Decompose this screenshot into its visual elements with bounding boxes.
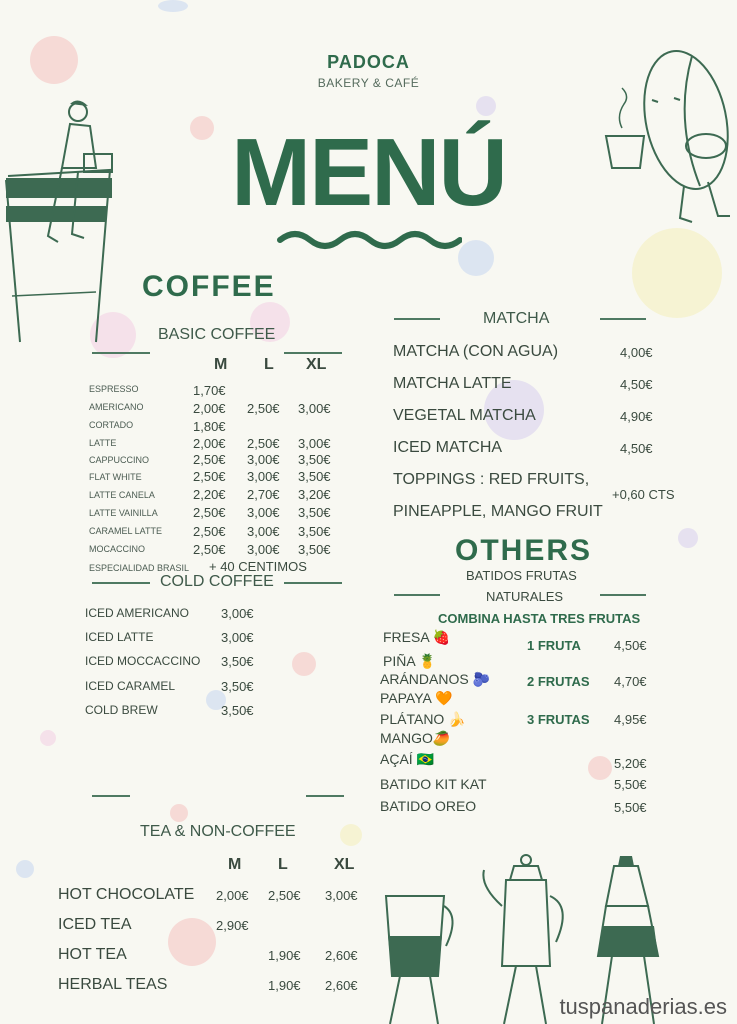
brand-subtitle: BAKERY & CAFÉ xyxy=(317,76,420,90)
basic-coffee-price-xl: 3,50€ xyxy=(298,524,331,539)
menu-title: MENÚ xyxy=(231,119,506,226)
size-header-l: L xyxy=(264,356,274,373)
combo-label: 3 FRUTAS xyxy=(527,712,590,727)
basic-coffee-price-xl: 3,50€ xyxy=(298,542,331,557)
decor-dot xyxy=(40,730,56,746)
tea-price-l: 1,90€ xyxy=(268,978,301,993)
basic-coffee-name: MOCACCINO xyxy=(89,544,145,554)
basic-coffee-price-l: 3,00€ xyxy=(247,505,280,520)
basic-coffee-name: FLAT WHITE xyxy=(89,472,142,482)
decor-dot xyxy=(168,918,216,966)
divider-line xyxy=(92,582,150,584)
basic-coffee-name: LATTE xyxy=(89,438,117,448)
matcha-item-name: MATCHA (CON AGUA) xyxy=(393,343,559,360)
divider-line xyxy=(600,594,646,596)
matcha-item-name: VEGETAL MATCHA xyxy=(393,407,536,424)
decor-dot xyxy=(588,756,612,780)
tea-item-name: HOT TEA xyxy=(58,946,127,963)
fruit-option: PIÑA 🍍 xyxy=(383,653,437,669)
basic-coffee-price-m: 2,50€ xyxy=(193,524,226,539)
toppings-price: +0,60 CTS xyxy=(612,487,675,502)
extra-drink-name: AÇAÍ 🇧🇷 xyxy=(380,751,434,767)
tea-price-xl: 2,60€ xyxy=(325,948,358,963)
tea-price-xl: 2,60€ xyxy=(325,978,358,993)
tea-price-l: 1,90€ xyxy=(268,948,301,963)
coffee-bean-character-illustration xyxy=(600,40,737,230)
basic-coffee-price-l: 2,50€ xyxy=(247,436,280,451)
basic-coffee-name: LATTE CANELA xyxy=(89,490,155,500)
person-on-cup-illustration xyxy=(0,96,130,346)
extra-drink-name: BATIDO OREO xyxy=(380,798,477,814)
matcha-item-price: 4,00€ xyxy=(620,345,653,360)
decor-dot xyxy=(170,804,188,822)
cold-coffee-name: ICED CARAMEL xyxy=(85,679,176,693)
brand-name: PADOCA xyxy=(327,52,410,72)
matcha-item-name: MATCHA LATTE xyxy=(393,375,512,392)
basic-coffee-price-m: 1,80€ xyxy=(193,419,226,434)
divider-line xyxy=(92,352,150,354)
decor-dot xyxy=(632,228,722,318)
fruit-option: ARÁNDANOS 🫐 xyxy=(380,671,491,687)
basic-coffee-price-m: 1,70€ xyxy=(193,383,226,398)
tea-price-m: 2,00€ xyxy=(216,888,249,903)
fruit-option: PLÁTANO 🍌 xyxy=(380,711,466,727)
decor-dot xyxy=(292,652,316,676)
basic-coffee-price-xl: 3,50€ xyxy=(298,505,331,520)
fruit-option: MANGO🥭 xyxy=(380,730,451,746)
combo-price: 4,95€ xyxy=(614,712,647,727)
batidos-heading-line-2: NATURALES xyxy=(486,589,564,604)
batidos-heading-line-1: BATIDOS FRUTAS xyxy=(466,568,577,583)
cold-coffee-price: 3,00€ xyxy=(221,606,254,621)
especialidad-price: + 40 CENTIMOS xyxy=(209,559,307,574)
matcha-item-price: 4,50€ xyxy=(620,441,653,456)
basic-coffee-price-xl: 3,50€ xyxy=(298,452,331,467)
basic-coffee-price-m: 2,00€ xyxy=(193,436,226,451)
basic-coffee-price-xl: 3,00€ xyxy=(298,436,331,451)
basic-coffee-price-m: 2,50€ xyxy=(193,505,226,520)
extra-drink-name: BATIDO KIT KAT xyxy=(380,776,487,792)
basic-coffee-price-xl: 3,50€ xyxy=(298,469,331,484)
basic-coffee-name: LATTE VAINILLA xyxy=(89,508,158,518)
basic-coffee-price-xl: 3,00€ xyxy=(298,401,331,416)
matcha-item-price: 4,90€ xyxy=(620,409,653,424)
decor-dot xyxy=(678,528,698,548)
tea-heading: TEA & NON-COFFEE xyxy=(140,823,296,840)
divider-line xyxy=(284,352,342,354)
basic-coffee-name: AMERICANO xyxy=(89,402,144,412)
basic-coffee-price-m: 2,00€ xyxy=(193,401,226,416)
matcha-item-name: ICED MATCHA xyxy=(393,439,503,456)
combo-price: 4,50€ xyxy=(614,638,647,653)
basic-coffee-price-m: 2,50€ xyxy=(193,542,226,557)
cold-coffee-price: 3,50€ xyxy=(221,703,254,718)
tea-item-name: HOT CHOCOLATE xyxy=(58,886,195,903)
cold-coffee-name: ICED MOCCACCINO xyxy=(85,654,201,668)
matcha-item-price: 4,50€ xyxy=(620,377,653,392)
decor-dot xyxy=(16,860,34,878)
cold-coffee-name: ICED LATTE xyxy=(85,630,154,644)
basic-coffee-price-l: 2,70€ xyxy=(247,487,280,502)
combo-price: 4,70€ xyxy=(614,674,647,689)
decor-dot xyxy=(476,96,496,116)
toppings-line-1: TOPPINGS : RED FRUITS, xyxy=(393,471,590,488)
tea-size-header-m: M xyxy=(228,856,242,873)
toppings-line-2: PINEAPPLE, MANGO FRUIT xyxy=(393,503,603,520)
tea-item-name: HERBAL TEAS xyxy=(58,976,168,993)
tea-price-m: 2,90€ xyxy=(216,918,249,933)
basic-coffee-price-m: 2,50€ xyxy=(193,452,226,467)
divider-line xyxy=(394,594,440,596)
cold-coffee-price: 3,00€ xyxy=(221,630,254,645)
divider-line xyxy=(284,582,342,584)
basic-coffee-name: CORTADO xyxy=(89,420,134,430)
cold-coffee-name: COLD BREW xyxy=(85,703,158,717)
size-header-m: M xyxy=(214,356,228,373)
matcha-heading: MATCHA xyxy=(483,310,550,327)
coffee-section-title: COFFEE xyxy=(142,270,276,303)
wave-divider xyxy=(276,228,462,252)
basic-coffee-name: ESPRESSO xyxy=(89,384,139,394)
divider-line xyxy=(600,318,646,320)
basic-coffee-name: CAPPUCCINO xyxy=(89,455,150,465)
extra-drink-price: 5,50€ xyxy=(614,777,647,792)
especialidad-label: ESPECIALIDAD BRASIL xyxy=(89,563,190,573)
tea-size-header-xl: XL xyxy=(334,856,355,873)
basic-coffee-price-l: 3,00€ xyxy=(247,524,280,539)
decor-dot xyxy=(158,0,188,12)
watermark: tuspanaderias.es xyxy=(559,994,727,1019)
fruit-option: FRESA 🍓 xyxy=(383,629,451,645)
tea-item-name: ICED TEA xyxy=(58,916,132,933)
combine-fruits-label: COMBINA HASTA TRES FRUTAS xyxy=(438,611,641,626)
tea-size-header-l: L xyxy=(278,856,288,873)
basic-coffee-price-xl: 3,20€ xyxy=(298,487,331,502)
others-section-title: OTHERS xyxy=(455,534,593,567)
cold-coffee-name: ICED AMERICANO xyxy=(85,606,190,620)
divider-line xyxy=(394,318,440,320)
cold-coffee-heading: COLD COFFEE xyxy=(160,573,274,590)
basic-coffee-price-m: 2,50€ xyxy=(193,469,226,484)
basic-coffee-price-l: 2,50€ xyxy=(247,401,280,416)
divider-line xyxy=(92,795,130,797)
basic-coffee-price-l: 3,00€ xyxy=(247,469,280,484)
extra-drink-price: 5,20€ xyxy=(614,756,647,771)
basic-coffee-price-m: 2,20€ xyxy=(193,487,226,502)
combo-label: 2 FRUTAS xyxy=(527,674,590,689)
decor-dot xyxy=(340,824,362,846)
fruit-option: PAPAYA 🧡 xyxy=(380,690,453,706)
tea-price-l: 2,50€ xyxy=(268,888,301,903)
decor-dot xyxy=(458,240,494,276)
combo-label: 1 FRUTA xyxy=(527,638,581,653)
cold-coffee-price: 3,50€ xyxy=(221,679,254,694)
extra-drink-price: 5,50€ xyxy=(614,800,647,815)
basic-coffee-price-l: 3,00€ xyxy=(247,452,280,467)
basic-coffee-name: CARAMEL LATTE xyxy=(89,526,163,536)
size-header-xl: XL xyxy=(306,356,327,373)
basic-coffee-price-l: 3,00€ xyxy=(247,542,280,557)
tea-price-xl: 3,00€ xyxy=(325,888,358,903)
basic-coffee-heading: BASIC COFFEE xyxy=(158,326,276,343)
cold-coffee-price: 3,50€ xyxy=(221,654,254,669)
divider-line xyxy=(306,795,344,797)
